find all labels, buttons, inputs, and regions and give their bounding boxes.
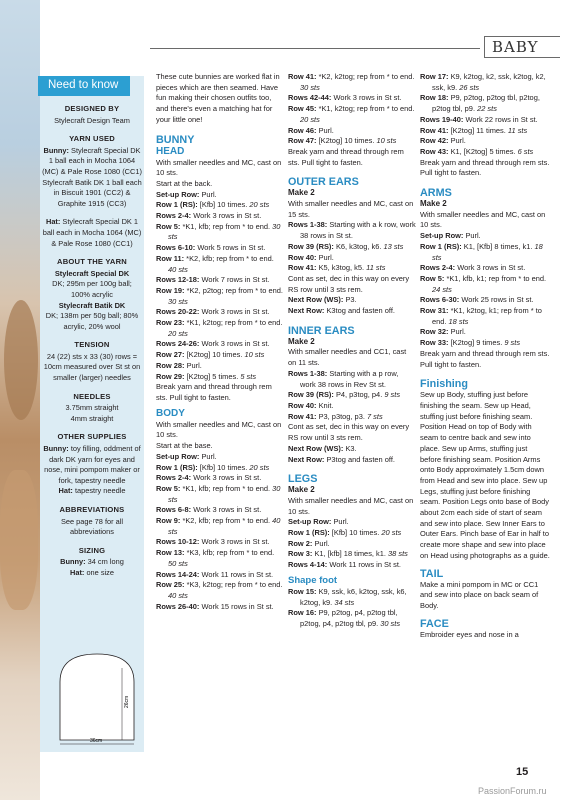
instruction: Row 9: *K2, kfb; rep from * to end. 40 sts — [156, 516, 281, 536]
need-to-know-title: Need to know — [38, 76, 130, 96]
hat-height-label: 26cm — [124, 695, 130, 708]
legs-heading: LEGS — [288, 473, 318, 486]
instruction: Row 39 (RS): K6, k3tog, k6. 13 sts — [288, 241, 404, 251]
outer-ears-cont: Cont as set, dec in this way on every RS row until 3 sts rem. — [288, 273, 410, 294]
instruction: Next Row (WS): K3. — [288, 443, 357, 453]
body-intro: With smaller needles and MC, cast on 10 sts. — [156, 419, 282, 440]
instruction: Row 40: Knit. — [288, 400, 334, 410]
instruction: Rows 10-12: Work 3 rows in St st. — [156, 537, 270, 547]
column-1 — [156, 72, 284, 612]
hat-width-label: 36cm — [90, 738, 103, 744]
instruction: Row 23: *K1, k2tog; rep from * to end. 20 sts — [156, 318, 283, 338]
instruction: Row 43: K1, [K2tog] 5 times. 6 sts — [420, 146, 534, 156]
tail-heading: TAIL — [420, 567, 444, 580]
instruction: Rows 20-22: Work 3 rows in St st. — [156, 307, 270, 317]
designed-by-text: Stylecraft Design Team — [54, 115, 130, 125]
needles-2: 4mm straight — [70, 413, 114, 423]
finishing-text: Sew up Body, stuffing just before finishing the seam. Sew up Head, stuffing just before finishing seam. Position Head on top of Body with seam to centre back and sew into place. Sew up Arms, stuffing just before finishing seam. Position Arms onto Body approximately 1.5cm down from Head and sew into place. Sew up Legs, stuffing just before finishing seam. Position Legs onto base of Body about 2cm each side of start of seam and sew into place. Sew Inner Ears to Outer Ears. Pinch base of Ear in half to create more shape and sew into place on Head using photographs as a guide. — [420, 390, 550, 560]
instruction: Row 29: [K2tog] 5 times. 5 sts — [156, 371, 257, 381]
instruction: Row 45: *K1, k2tog; rep from * to end. 20 sts — [288, 104, 415, 124]
body-finish: Break yarn and thread through rem sts. Pull tight to fasten. — [288, 146, 404, 167]
instruction: Row 28: Purl. — [156, 360, 202, 370]
inner-ears-cont: Cont as set, dec in this way on every RS row until 3 sts rem. — [288, 422, 410, 443]
sizing-bunny: Bunny: 34 cm long — [60, 557, 124, 567]
abbreviations-text: See page 78 for all abbreviations — [60, 516, 124, 537]
page-number: 15 — [516, 766, 529, 778]
tension-heading: TENSION — [74, 340, 110, 350]
face-text: Embroider eyes and nose in a — [420, 629, 519, 639]
instruction: Row 31: *K1, k2tog, k1; rep from * to end. 18 sts — [420, 306, 542, 326]
instruction: Row 5: *K1, kfb, k1; rep from * to end. 24 sts — [420, 273, 547, 294]
instruction: Row 46: Purl. — [288, 125, 334, 135]
legs-make: Make 2 — [288, 485, 315, 495]
instruction: Set-up Row: Purl. — [288, 517, 349, 527]
instruction: Row 11: *K2, kfb; rep from * to end. 40 sts — [156, 253, 274, 274]
instruction: Rows 4-14: Work 11 rows in St st. — [288, 560, 401, 570]
instruction: Row 16: P9, p2tog, p4, p2tog tbl, p2tog, p4, p2tog tbl, p9. 30 sts — [288, 608, 401, 628]
header-rule — [150, 48, 480, 49]
instruction: Row 39 (RS): P4, p3tog, p4. 9 sts — [288, 390, 401, 400]
instruction: Rows 6-8: Work 3 rows in St st. — [156, 505, 262, 515]
about-yarn-heading: ABOUT THE YARN — [57, 257, 127, 267]
instruction: Set-up Row: Purl. — [420, 231, 481, 241]
hat-schematic — [52, 648, 142, 748]
arms-heading: ARMS — [420, 187, 452, 200]
instruction: Row 41: [K2tog] 11 times. 11 sts — [420, 125, 528, 135]
instruction: Row 13: *K3, kfb; rep from * to end. 50 sts — [156, 548, 275, 568]
instruction: Row 42: Purl. — [420, 136, 466, 146]
bunny-heading: BUNNY — [156, 133, 195, 146]
instruction: Row 5: *K1, kfb; rep from * to end. 30 sts — [156, 221, 281, 242]
body-start: Start at the base. — [156, 441, 213, 451]
instruction: Row 41: K5, k3tog, k5. 11 sts — [288, 263, 386, 273]
column-2 — [288, 72, 416, 630]
about-yarn-1-text: DK; 295m per 100g ball; 100% acrylic — [52, 279, 132, 299]
supplies-heading: OTHER SUPPLIES — [57, 432, 127, 442]
instruction: Rows 2-4: Work 3 rows in St st. — [156, 211, 262, 221]
need-to-know-content — [42, 96, 142, 579]
instruction: Row 47: [K2tog] 10 times. 10 sts — [288, 136, 397, 146]
arms-make: Make 2 — [420, 199, 447, 209]
column-3 — [420, 72, 550, 640]
about-yarn-2-name: Stylecraft Batik DK — [58, 300, 126, 310]
instruction: Next Row: P3tog and fasten off. — [288, 454, 395, 464]
designed-by-heading: DESIGNED BY — [64, 104, 120, 113]
instruction: Row 15: K9, ssk, k6, k2tog, ssk, k6, k2tog, k9. 34 sts — [288, 586, 407, 607]
instruction: Row 2: Purl. — [288, 538, 330, 548]
instruction: Set-up Row: Purl. — [156, 451, 217, 461]
body-heading: BODY — [156, 407, 185, 419]
instruction: Row 25: *K3, k2tog; rep from * to end. 40 sts — [156, 580, 283, 600]
instruction: Set-up Row: Purl. — [156, 189, 217, 199]
instruction: Row 1 (RS): [Kfb] 10 times. 20 sts — [288, 528, 402, 538]
instruction: Row 1 (RS): [Kfb] 10 times. 20 sts — [156, 200, 270, 210]
tension-text: 24 (22) sts x 33 (30) rows = 10cm measured over St st on smaller (larger) needles — [43, 351, 141, 383]
instruction: Row 32: Purl. — [420, 327, 466, 337]
inner-ears-heading: INNER EARS — [288, 324, 355, 337]
outer-ears-heading: OUTER EARS — [288, 176, 359, 189]
face-heading: FACE — [420, 617, 449, 630]
watermark: PassionForum.ru — [478, 786, 547, 796]
head-intro: With smaller needles and MC, cast on 10 sts. — [156, 157, 282, 178]
section-tag: BABY — [484, 36, 560, 58]
instruction: Row 17: K9, k2tog, k2, ssk, k2tog, k2, ssk, k9. 26 sts — [420, 72, 546, 92]
needles-heading: NEEDLES — [73, 391, 111, 401]
instruction: Rows 12-18: Work 7 rows in St st. — [156, 275, 270, 285]
instruction: Rows 24-26: Work 3 rows in St st. — [156, 339, 270, 349]
needles-1: 3.75mm straight — [65, 403, 119, 413]
inner-ears-intro: With smaller needles and CC1, cast on 11 sts. — [288, 347, 407, 368]
head-finish: Break yarn and thread through rem sts. Pull tight to fasten. — [156, 382, 272, 402]
inner-ears-make: Make 2 — [288, 336, 315, 346]
about-yarn-1-name: Stylecraft Special DK — [54, 268, 130, 278]
instruction: Row 27: [K2tog] 10 times. 10 sts — [156, 350, 265, 360]
arms-finish: Break yarn and thread through rem sts. Pull tight to fasten. — [420, 348, 550, 369]
instruction: Row 19: *K2, p2tog; rep from * to end. 30 sts — [156, 285, 283, 306]
arms-intro: With smaller needles and MC, cast on 10 sts. — [420, 209, 546, 230]
outer-ears-intro: With smaller needles and MC, cast on 15 sts. — [288, 199, 414, 219]
yarn-used-heading: YARN USED — [69, 134, 115, 144]
instruction: Rows 14-24: Work 11 rows in St st. — [156, 569, 274, 579]
sizing-hat: Hat: one size — [70, 567, 114, 577]
head-heading: HEAD — [156, 145, 185, 157]
shape-foot-heading: Shape foot — [288, 574, 338, 586]
tail-text: Make a mini pompom in MC or CC1 and sew into place on back seam of Body. — [420, 579, 539, 610]
instruction: Rows 42-44: Work 3 rows in St st. — [288, 93, 402, 103]
instruction: Rows 2-4: Work 3 rows in St st. — [156, 473, 262, 483]
sizing-heading: SIZING — [78, 545, 106, 555]
abbreviations-heading: ABBREVIATIONS — [59, 505, 125, 514]
instruction: Row 3: K1, [kfb] 18 times, k1. 38 sts — [288, 549, 408, 559]
instruction: Row 41: *K2, k2tog; rep from * to end. 30 sts — [288, 72, 415, 92]
instruction: Row 40: Purl. — [288, 252, 334, 262]
head-start: Start at the back. — [156, 178, 213, 188]
instruction: Row 41: P3, p3tog, p3. 7 sts — [288, 411, 383, 421]
instruction: Rows 19-40: Work 22 rows in St st. — [420, 114, 538, 124]
instruction: Row 33: [K2tog] 9 times. 9 sts — [420, 338, 521, 348]
supplies-bunny: Bunny: toy filling, oddment of dark DK yarn for eyes and nose, mini pompom maker or fork, tapestry needle — [43, 444, 141, 485]
instruction: Row 1 (RS): [Kfb] 10 times. 20 sts — [156, 462, 270, 472]
instruction: Rows 2-4: Work 3 rows in St st. — [420, 263, 526, 273]
supplies-hat: Hat: tapestry needle — [58, 486, 126, 496]
instruction: Row 1 (RS): K1, [Kfb] 8 times, k1. 18 sts — [420, 241, 543, 262]
instruction: Row 18: P9, p2tog, p2tog tbl, p2tog, p2tog tbl, p9. 22 sts — [420, 93, 540, 114]
instruction: Rows 6-10: Work 5 rows in St st. — [156, 243, 266, 253]
intro-text: These cute bunnies are worked flat in pieces which are then seamed. Have fun making their chosen outfits too, and there's even a matching hat for your little one! — [156, 72, 280, 124]
finishing-heading: Finishing — [420, 378, 468, 391]
instruction: Next Row: K3tog and fasten off. — [288, 306, 395, 316]
legs-finish: Break yarn and thread through rem sts. Pull tight to fasten. — [420, 157, 550, 178]
instruction: Rows 26-40: Work 15 rows in St st. — [156, 601, 274, 611]
bunny-photo-edge — [0, 0, 40, 800]
outer-ears-make: Make 2 — [288, 188, 315, 198]
instruction: Rows 6-30: Work 25 rows in St st. — [420, 295, 534, 305]
instruction: Row 5: *K1, kfb; rep from * to end. 30 sts — [156, 483, 281, 504]
legs-intro: With smaller needles and MC, cast on 10 sts. — [288, 495, 414, 516]
yarn-used-hat: Hat: Stylecraft Special DK 1 ball each in Mocha 1064 (MC) & Pale Rose 1080 (CC1) — [42, 217, 142, 248]
instruction: Next Row (WS): P3. — [288, 295, 357, 305]
instruction: Rows 1-38: Starting with a k row, work 38 rows in St st. — [288, 220, 416, 241]
instruction: Rows 1-38: Starting with a p row, work 38 rows in Rev St st. — [288, 368, 399, 389]
about-yarn-2-text: DK; 138m per 50g ball; 80% acrylic, 20% wool — [45, 311, 139, 331]
yarn-used-bunny: Bunny: Stylecraft Special DK 1 ball each in Mocha 1064 (MC) & Pale Rose 1080 (CC1) Stylecraft Batik DK 1 ball each in Biscuit 1901 (CC2) & Graphite 1915 (CC3) — [42, 145, 142, 208]
